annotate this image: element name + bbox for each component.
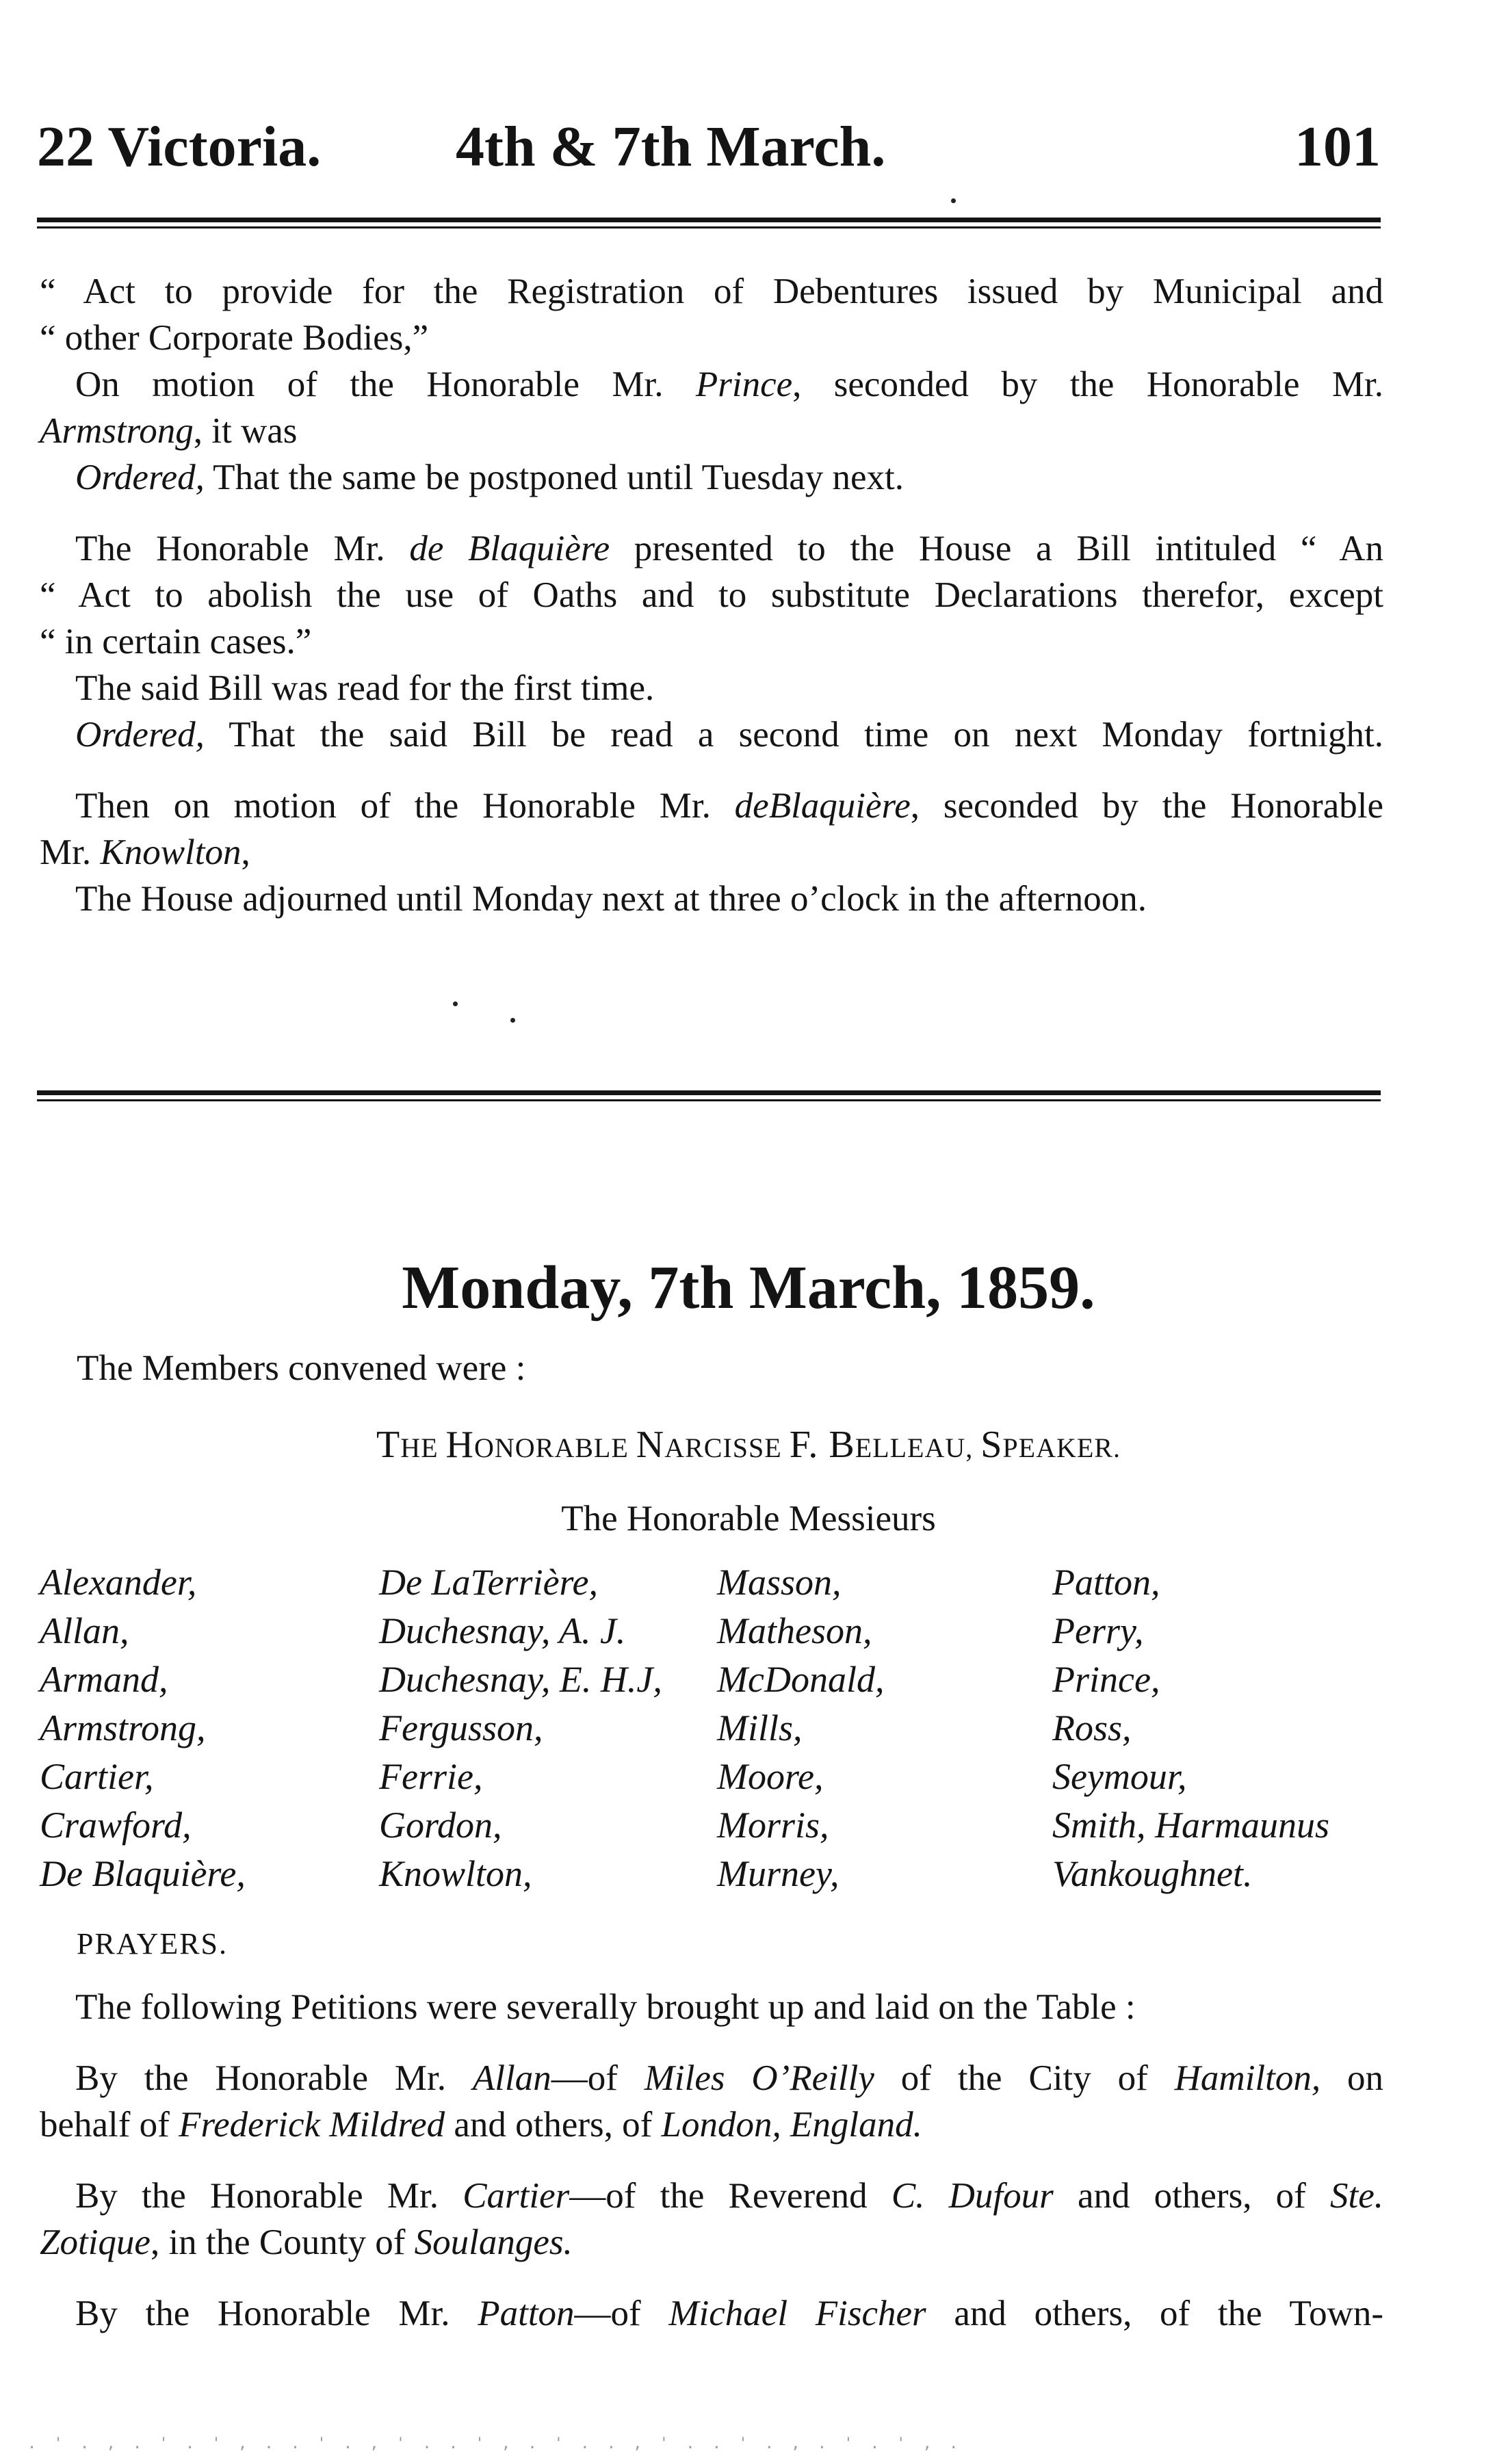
- text-line: Armstrong, it was: [40, 411, 298, 451]
- member-name: Vankoughnet.: [1052, 1853, 1253, 1894]
- member-name: Ferrie,: [379, 1756, 483, 1797]
- text-line: By the Honorable Mr. Cartier—of the Reverend C. Dufour and others, of Ste.: [75, 2176, 1383, 2216]
- text-line: Zotique, in the County of Soulanges.: [40, 2223, 573, 2262]
- member-name: Perry,: [1052, 1610, 1144, 1651]
- member-name: Gordon,: [379, 1805, 502, 1846]
- text-line: The Honorable Mr. de Blaquière presented to the House a Bill intituled “ An: [75, 529, 1383, 568]
- member-name: Crawford,: [40, 1805, 192, 1846]
- text-line: Then on motion of the Honorable Mr. deBlaquière, seconded by the Honorable: [75, 786, 1383, 826]
- members-list: [40, 1558, 1381, 1900]
- text-line: “ Act to provide for the Registration of Debentures issued by Municipal and: [40, 272, 1383, 311]
- member-name: Cartier,: [40, 1756, 154, 1797]
- members-column-2: [379, 1558, 662, 1898]
- text-line: The following Petitions were severally brought up and laid on the Table :: [75, 1987, 1136, 2027]
- prayers-heading: PRAYERS.: [77, 1927, 229, 1961]
- text-line: By the Honorable Mr. Allan—of Miles O’Reilly of the City of Hamilton, on: [75, 2058, 1383, 2098]
- messieurs-heading: The Honorable Messieurs: [561, 1499, 936, 1538]
- member-name: Alexander,: [40, 1562, 197, 1603]
- scan-noise: . ' . , . ' . ' , . . ' . , ' . . ' , . ' . . , ' . . ' . , . ' . ' , .: [27, 2435, 963, 2452]
- text-line: behalf of Frederick Mildred and others, of London, England.: [40, 2105, 922, 2145]
- member-name: Allan,: [40, 1610, 129, 1651]
- text-line: “ Act to abolish the use of Oaths and to substitute Declarations therefor, except: [40, 575, 1383, 615]
- member-name: Knowlton,: [379, 1853, 532, 1894]
- text-line: The said Bill was read for the first time.: [75, 668, 655, 708]
- member-name: Masson,: [717, 1562, 842, 1603]
- text-line: Ordered, That the said Bill be read a second time on next Monday fortnight.: [75, 715, 1383, 755]
- member-name: Ross,: [1052, 1707, 1132, 1748]
- member-name: Morris,: [717, 1805, 829, 1846]
- ink-speck: [510, 1018, 515, 1023]
- text-line: “ other Corporate Bodies,”: [40, 318, 429, 358]
- member-name: Armand,: [40, 1659, 168, 1700]
- session-label: 22 Victoria.: [37, 115, 322, 179]
- speaker-line: THE HONORABLE NARCISSE F. BELLEAU, SPEAKER.: [376, 1424, 1121, 1466]
- member-name: Fergusson,: [379, 1707, 543, 1748]
- member-name: Prince,: [1052, 1659, 1160, 1700]
- members-column-3: [717, 1558, 884, 1898]
- member-name: De LaTerrière,: [379, 1562, 599, 1603]
- text-line: Ordered, That the same be postponed until Tuesday next.: [75, 458, 904, 497]
- text-line: By the Honorable Mr. Patton—of Michael Fischer and others, of the Town-: [75, 2294, 1383, 2333]
- header-dates: 4th & 7th March.: [456, 115, 886, 179]
- member-name: Mills,: [717, 1707, 803, 1748]
- member-name: De Blaquière,: [40, 1853, 246, 1894]
- page-number: 101: [1294, 115, 1381, 179]
- header-rule: [37, 218, 1381, 228]
- previous-sitting-text: [40, 268, 1383, 922]
- sitting-date-heading: Monday, 7th March, 1859.: [402, 1254, 1095, 1322]
- members-convened-line: The Members convened were :: [77, 1348, 526, 1388]
- member-name: Duchesnay, A. J.: [379, 1610, 626, 1651]
- member-name: Murney,: [717, 1853, 839, 1894]
- member-name: Armstrong,: [40, 1707, 206, 1748]
- member-name: Moore,: [717, 1756, 824, 1797]
- text-line: On motion of the Honorable Mr. Prince, seconded by the Honorable Mr.: [75, 365, 1383, 404]
- ink-speck: [951, 198, 956, 203]
- member-name: Patton,: [1052, 1562, 1160, 1603]
- members-column-4: [1052, 1558, 1329, 1898]
- member-name: Duchesnay, E. H.J,: [379, 1659, 662, 1700]
- ink-speck: [453, 1001, 458, 1006]
- text-line: The House adjourned until Monday next at three o’clock in the afternoon.: [75, 879, 1147, 919]
- section-rule: [37, 1090, 1381, 1101]
- text-line: Mr. Knowlton,: [40, 833, 250, 872]
- member-name: Smith, Harmaunus: [1052, 1805, 1330, 1846]
- member-name: Matheson,: [717, 1610, 872, 1651]
- running-header: [37, 109, 1381, 185]
- text-line: “ in certain cases.”: [40, 622, 312, 661]
- member-name: Seymour,: [1052, 1756, 1187, 1797]
- members-column-1: [40, 1558, 246, 1898]
- member-name: McDonald,: [717, 1659, 885, 1700]
- petitions-text: [40, 1984, 1383, 2337]
